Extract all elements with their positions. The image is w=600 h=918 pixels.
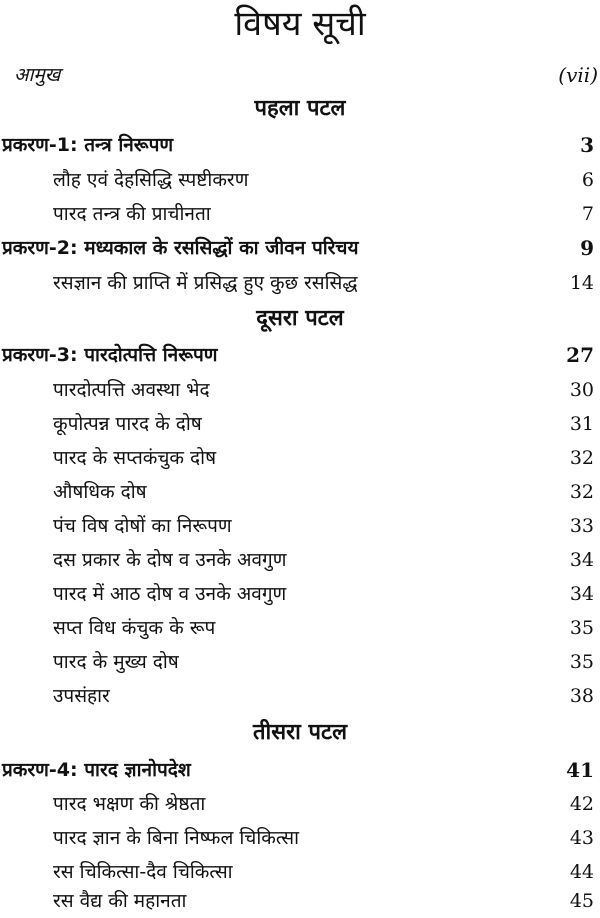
toc-chapter-page: 3: [580, 133, 594, 157]
toc-section-page: 32: [569, 447, 594, 469]
toc-section: [0, 611, 600, 645]
toc-section-label: कूपोत्पन्न पारद के दोष: [53, 413, 202, 435]
toc-section-label: दस प्रकार के दोष व उनके अवगुण: [53, 549, 287, 571]
toc-section-page: 34: [569, 583, 594, 605]
toc-section-label: पारद भक्षण की श्रेष्ठता: [53, 793, 206, 815]
toc-chapter: [0, 128, 600, 162]
toc-section-label: पारद में आठ दोष व उनके अवगुण: [53, 583, 287, 605]
toc-section: [0, 197, 600, 231]
toc-section-label: रस चिकित्सा-दैव चिकित्सा: [53, 861, 233, 883]
toc-section-label: उपसंहार: [53, 685, 110, 707]
toc-section-page: 35: [569, 651, 594, 673]
toc-section: [0, 509, 600, 543]
toc-section: [0, 821, 600, 855]
toc-chapter: [0, 753, 600, 787]
toc-section-label: पारद तन्त्र की प्राचीनता: [53, 203, 211, 225]
toc-section-label: पंच विष दोषों का निरूपण: [53, 515, 232, 537]
toc-section: [0, 441, 600, 475]
toc-section-label: औषधिक दोष: [53, 481, 147, 503]
toc-section-label: पारद के सप्तकंचुक दोष: [53, 447, 217, 469]
toc-section: [0, 787, 600, 821]
toc-section-page: 14: [569, 272, 594, 294]
toc-section-page: 42: [569, 793, 594, 815]
toc-section: [0, 475, 600, 509]
toc-entry-amukh: [0, 58, 600, 92]
part-heading: दूसरा पटल: [256, 306, 344, 331]
toc-section-page: 34: [569, 549, 594, 571]
part-heading: तीसरा पटल: [253, 720, 347, 745]
toc-section: [0, 163, 600, 197]
toc-section-page: 43: [569, 827, 594, 849]
toc-section-label: पारदोत्पत्ति अवस्था भेद: [53, 379, 210, 401]
toc-section-page: 44: [569, 861, 594, 883]
toc-chapter-label: प्रकरण-1: तन्त्र निरूपण: [2, 134, 174, 156]
toc-section: [0, 577, 600, 611]
toc-section-page: 6: [581, 169, 594, 191]
part-heading: पहला पटल: [254, 96, 346, 121]
toc-section-page: 35: [569, 617, 594, 639]
toc-section-page: 31: [569, 413, 594, 435]
toc-section: [0, 543, 600, 577]
toc-section-page: 33: [569, 515, 594, 537]
toc-section: [0, 373, 600, 407]
toc-chapter-page: 41: [566, 758, 594, 782]
toc-entry-page: (vii): [558, 63, 598, 87]
toc-section-page: 38: [569, 685, 594, 707]
toc-section: [0, 645, 600, 679]
toc-section-page: 7: [581, 203, 594, 225]
toc-chapter-label: प्रकरण-2: मध्यकाल के रससिद्धों का जीवन परिचय: [2, 237, 359, 259]
toc-chapter-page: 27: [566, 343, 594, 367]
toc-section-page: 45: [569, 890, 594, 912]
toc-section-label: सप्त विध कंचुक के रूप: [53, 617, 216, 639]
toc-section: [0, 679, 600, 713]
toc-section: [0, 407, 600, 441]
toc-section-page: 30: [569, 379, 594, 401]
toc-section-label: लौह एवं देहसिद्धि स्पष्टीकरण: [53, 169, 249, 191]
toc-section-label: रसज्ञान की प्राप्ति में प्रसिद्ध हुए कुछ रससिद्ध: [53, 272, 358, 294]
toc-chapter: [0, 231, 600, 265]
toc-section: [0, 266, 600, 300]
toc-chapter-page: 9: [580, 236, 594, 260]
toc-section-label: रस वैद्य की महानता: [53, 890, 187, 912]
toc-section-label: पारद के मुख्य दोष: [53, 651, 179, 673]
page-title: विषय सूची: [234, 4, 366, 44]
toc-chapter-label: प्रकरण-3: पारदोत्पत्ति निरूपण: [2, 344, 218, 366]
toc-chapter: [0, 338, 600, 372]
toc-section-page: 32: [569, 481, 594, 503]
toc-chapter-label: प्रकरण-4: पारद ज्ञानोपदेश: [2, 759, 191, 781]
toc-section: [0, 884, 600, 918]
toc-entry-label: आमुख: [14, 64, 61, 86]
toc-section-label: पारद ज्ञान के बिना निष्फल चिकित्सा: [53, 827, 300, 849]
